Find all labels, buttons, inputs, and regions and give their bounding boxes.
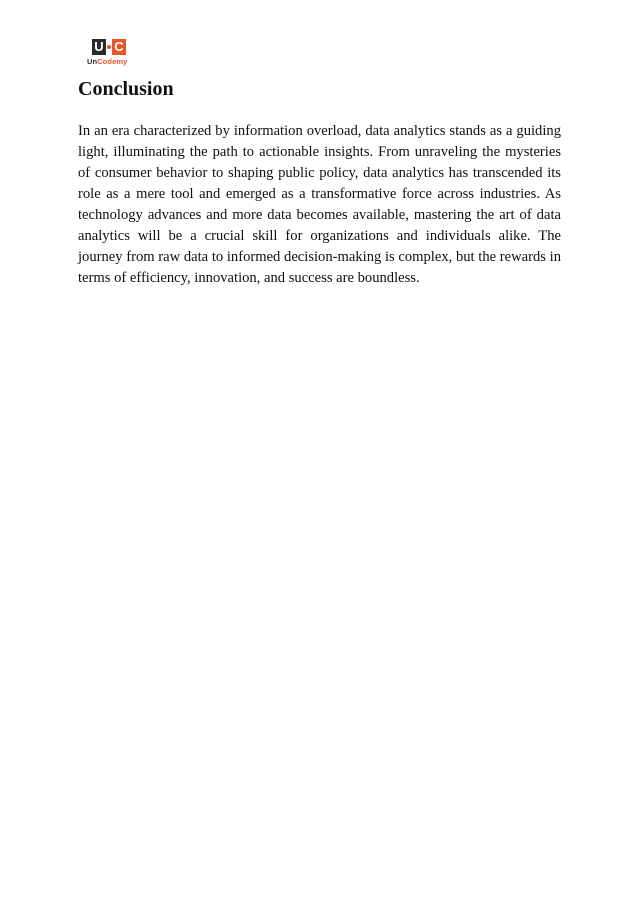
logo-mark	[92, 38, 126, 56]
uncodemy-logo	[87, 38, 127, 68]
logo-wordmark	[87, 57, 127, 66]
conclusion-paragraph: In an era characterized by information overload, data analytics stands as a guiding light, illuminating the path to actionable insights. From unraveling the mysteries of consumer behavior to shaping public policy, data analytics has transcended its role as a mere tool and emerged as a transformative force across industries. As technology advances and more data becomes available, mastering the art of data analytics will be a crucial skill for organizations and individuals alike. The journey from raw data to informed decision-making is complex, but the rewards in terms of efficiency, innovation, and success are boundless.	[78, 123, 561, 286]
logo-letter-c: C	[112, 39, 126, 55]
logo-wordmark-codemy: Codemy	[97, 57, 128, 66]
page-heading: Conclusion	[78, 78, 174, 100]
logo-letter-u: U	[92, 39, 106, 55]
logo-dot	[107, 45, 111, 49]
logo-wordmark-un: Un	[87, 57, 98, 66]
